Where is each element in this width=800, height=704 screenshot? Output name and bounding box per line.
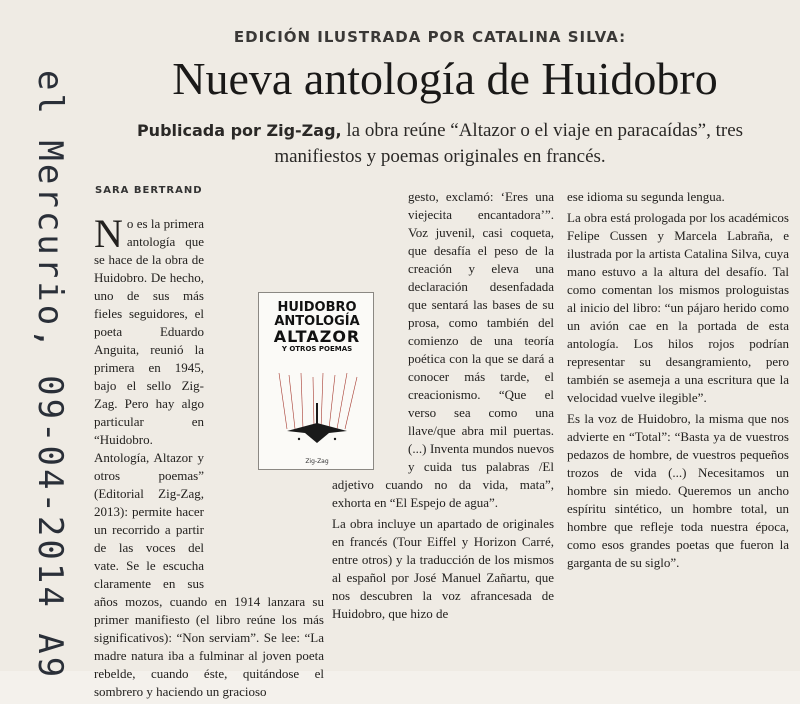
column-1-paragraph: No es la primera antología que se hace de la obra de Huidobro. De hecho, uno de sus más fieles seguidores, el poeta Eduardo Anguita, reunió la primera en 1945, bajo el sello Zig-Zag. Pero hay algo particular en “Huidobro. Antología, Altazor y otros poemas” (Editorial Zig-Zag, 2013): permite hacer un recorrido a partir de las voces del vate. Se le escucha claramente en sus años mozos, cuando en 1914 lanzara su primer manifiesto (el libro reúne los más significativos): “Non serviam”. Se lee: “La madre natura iba a fulminar al joven poeta rebelde, cuando éste, quitándose el sombrero y haciendo un gracioso bbox=[94, 211, 324, 699]
column-2-paragraph: La obra incluye un apartado de originales en francés (Tour Eiffel y Horizon Carré, entre otros) y la traducción de los mismos al español por José Manuel Zañartu, que nos descubren la voz afrancesada de Huidobro, que hizo de bbox=[332, 516, 554, 621]
handwritten-annotation bbox=[8, 60, 78, 681]
deck-text: la obra reúne “Altazor o el viaje en paracaídas”, tres manifiestos y poemas originales en francés. bbox=[274, 120, 744, 167]
column-3-paragraph: La obra está prologada por los académicos Felipe Cussen y Marcela Labraña, e ilustrada por la artista Catalina Silva, cuya mano estuvo a la altura del desafío. Tal como comentan los mismos prologuistas al inicio del libro: “un pájaro herido como un avión cae en la portada de esta antología. Los hilos rojos podrían representar su desangramiento, pero también se asemeja a una escritura que la velocidad vuelve ilegible”. bbox=[567, 210, 789, 405]
drop-cap: N bbox=[94, 211, 123, 256]
article-kicker: EDICIÓN ILUSTRADA POR CATALINA SILVA: bbox=[233, 28, 627, 46]
handwritten-date: el Mercurio, 09-04-2014 A9 bbox=[30, 70, 70, 681]
article-column-3 bbox=[567, 188, 789, 575]
book-cover-title: HUIDOBRO ANTOLOGÍA ALTAZOR Y OTROS POEMAS bbox=[273, 300, 361, 353]
book-publisher: Zig-Zag bbox=[305, 458, 329, 465]
column-3-paragraph: Es la voz de Huidobro, la misma que nos advierte en “Total”: “Basta ya de vuestros pedazos de hombre, de vuestros pequeños trozos de vida (...) Necesitamos un hombre sin miedo. Queremos un ancho espíritu sintético, un hombre total, un hombre que refleje toda nuestra época, como esos grandes poetas que fueron la garganta de su siglo”. bbox=[567, 411, 789, 570]
column-3-paragraph: ese idioma su segunda lengua. bbox=[567, 189, 725, 204]
article-deck bbox=[100, 118, 780, 170]
book-cover-image bbox=[258, 292, 374, 470]
book-cover-illustration bbox=[259, 373, 375, 453]
deck-bold-lead: Publicada por Zig-Zag, bbox=[136, 121, 342, 140]
article-byline: SARA BERTRAND bbox=[95, 185, 203, 196]
article-headline: Nueva antología de Huidobro bbox=[172, 53, 718, 104]
column-2-paragraph: gesto, exclamó: ‘Eres una viejecita encantadora’”. Voz juvenil, casi coqueta, que desafía el peso de la creación y eleva una declaración desenfadada que sentará las bases de su prosa, como también del comienzo de una teoría poética con la que se dará a conocer más tarde, el creacionismo. “Que el verso sea como una llave/que abra mil puertas. (...) Inventa mundos nuevos y cuida tus palabras /El adjetivo cuando no da vida, mata”, exhorta en “El Espejo de agua”. bbox=[332, 189, 554, 510]
